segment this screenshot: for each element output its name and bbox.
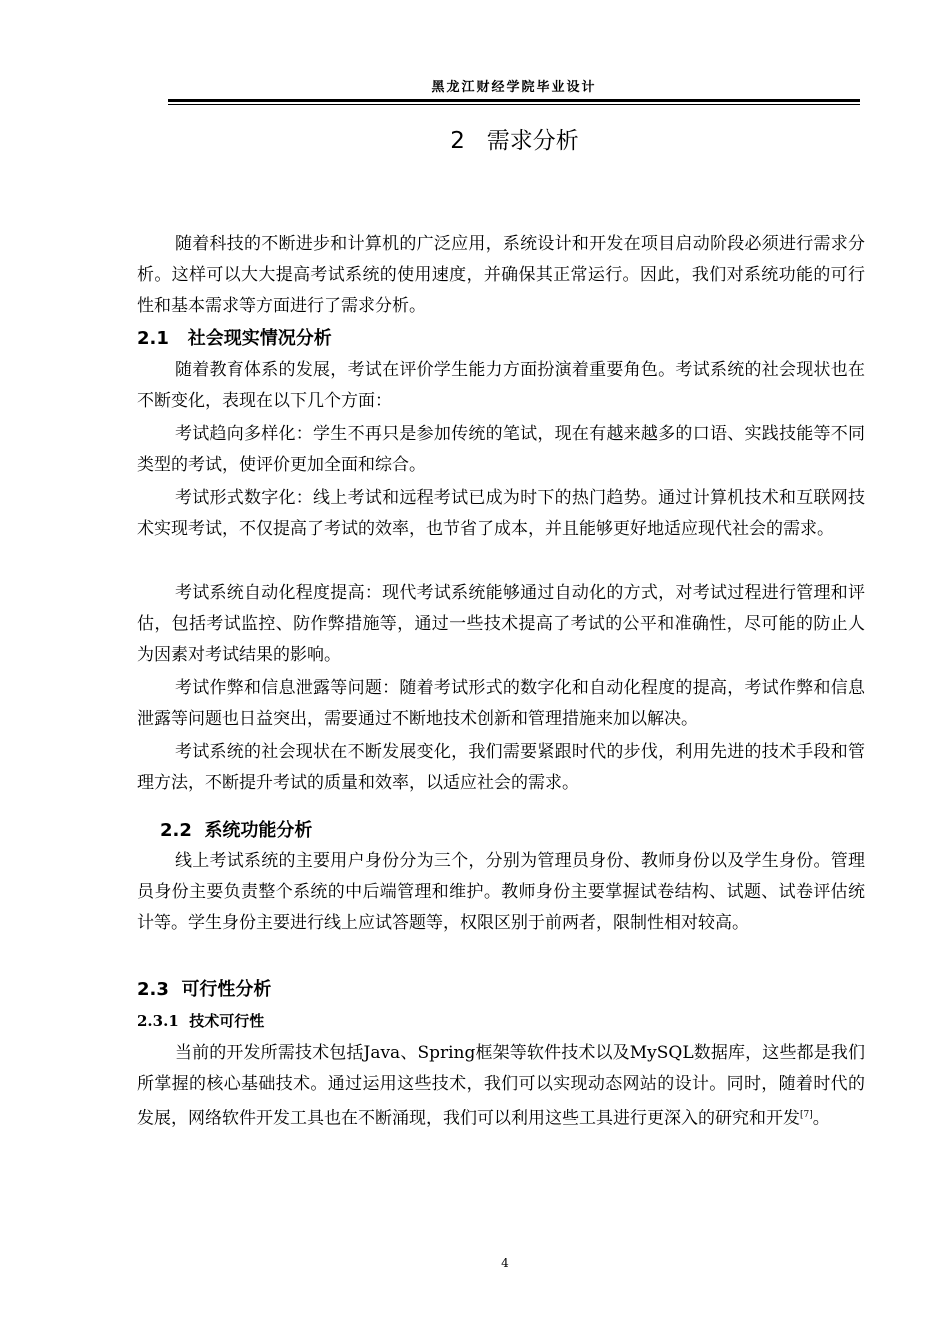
section-2-2-heading — [160, 816, 312, 842]
section-title: 系统功能分析 — [204, 820, 313, 841]
section-number: 2.1 — [137, 328, 169, 349]
page-number: 4 — [501, 1256, 509, 1270]
section-title: 社会现实情况分析 — [187, 328, 332, 349]
section-number: 2.3 — [137, 979, 169, 1000]
chapter-title — [137, 122, 892, 155]
header-rule-thin — [168, 104, 860, 105]
subsection-number: 2.3.1 — [137, 1012, 179, 1030]
s21-paragraph-5: 考试作弊和信息泄露等问题：随着考试形式的数字化和自动化程度的提高，考试作弊和信息泄露等问题也日益突出，需要通过不断地技术创新和管理措施来加以解决。 — [137, 678, 865, 729]
section-2-3-1-heading — [137, 1010, 264, 1031]
s231-text: 当前的开发所需技术包括Java、Spring框架等软件技术以及MySQL数据库，这些都是我们所掌握的核心基础技术。通过运用这些技术，我们可以实现动态网站的设计。同时，随着时代的发展，网络软件开发工具也在不断涌现，我们可以利用这些工具进行更深入的研究和开发 — [137, 1043, 865, 1129]
s231-paragraph — [137, 1038, 865, 1135]
section-number: 2.2 — [160, 820, 192, 841]
s21-paragraph-3: 考试形式数字化：线上考试和远程考试已成为时下的热门趋势。通过计算机技术和互联网技术实现考试，不仅提高了考试的效率，也节省了成本，并且能够更好地适应现代社会的需求。 — [137, 488, 865, 539]
intro-paragraph: 随着科技的不断进步和计算机的广泛应用，系统设计和开发在项目启动阶段必须进行需求分析。这样可以大大提高考试系统的使用速度，并确保其正常运行。因此，我们对系统功能的可行性和基本需求等方面进行了需求分析。 — [137, 234, 865, 316]
s21-paragraph-2: 考试趋向多样化：学生不再只是参加传统的笔试，现在有越来越多的口语、实践技能等不同类型的考试，使评价更加全面和综合。 — [137, 424, 865, 475]
section-title: 可行性分析 — [181, 979, 272, 1000]
page-header: 黑龙江财经学院毕业设计 — [431, 80, 597, 95]
s21-paragraph-1: 随着教育体系的发展，考试在评价学生能力方面扮演着重要角色。考试系统的社会现状也在不断变化，表现在以下几个方面： — [137, 360, 865, 411]
s231-end: 。 — [812, 1108, 830, 1129]
subsection-title: 技术可行性 — [189, 1012, 265, 1030]
chapter-number: 2 — [450, 128, 465, 154]
header-rule-thick — [168, 99, 860, 102]
s22-paragraph: 线上考试系统的主要用户身份分为三个，分别为管理员身份、教师身份以及学生身份。管理员身份主要负责整个系统的中后端管理和维护。教师身份主要掌握试卷结构、试题、试卷评估统计等。学生身份主要进行线上应试答题等，权限区别于前两者，限制性相对较高。 — [137, 851, 865, 933]
section-2-1-heading — [137, 324, 332, 350]
citation-ref[interactable]: [7] — [800, 1110, 813, 1120]
chapter-title-text: 需求分析 — [486, 128, 579, 154]
section-2-3-heading — [137, 975, 271, 1001]
s21-paragraph-4: 考试系统自动化程度提高：现代考试系统能够通过自动化的方式，对考试过程进行管理和评估，包括考试监控、防作弊措施等，通过一些技术提高了考试的公平和准确性，尽可能的防止人为因素对考试结果的影响。 — [137, 583, 865, 665]
s21-paragraph-6: 考试系统的社会现状在不断发展变化，我们需要紧跟时代的步伐，利用先进的技术手段和管理方法，不断提升考试的质量和效率，以适应社会的需求。 — [137, 742, 865, 793]
